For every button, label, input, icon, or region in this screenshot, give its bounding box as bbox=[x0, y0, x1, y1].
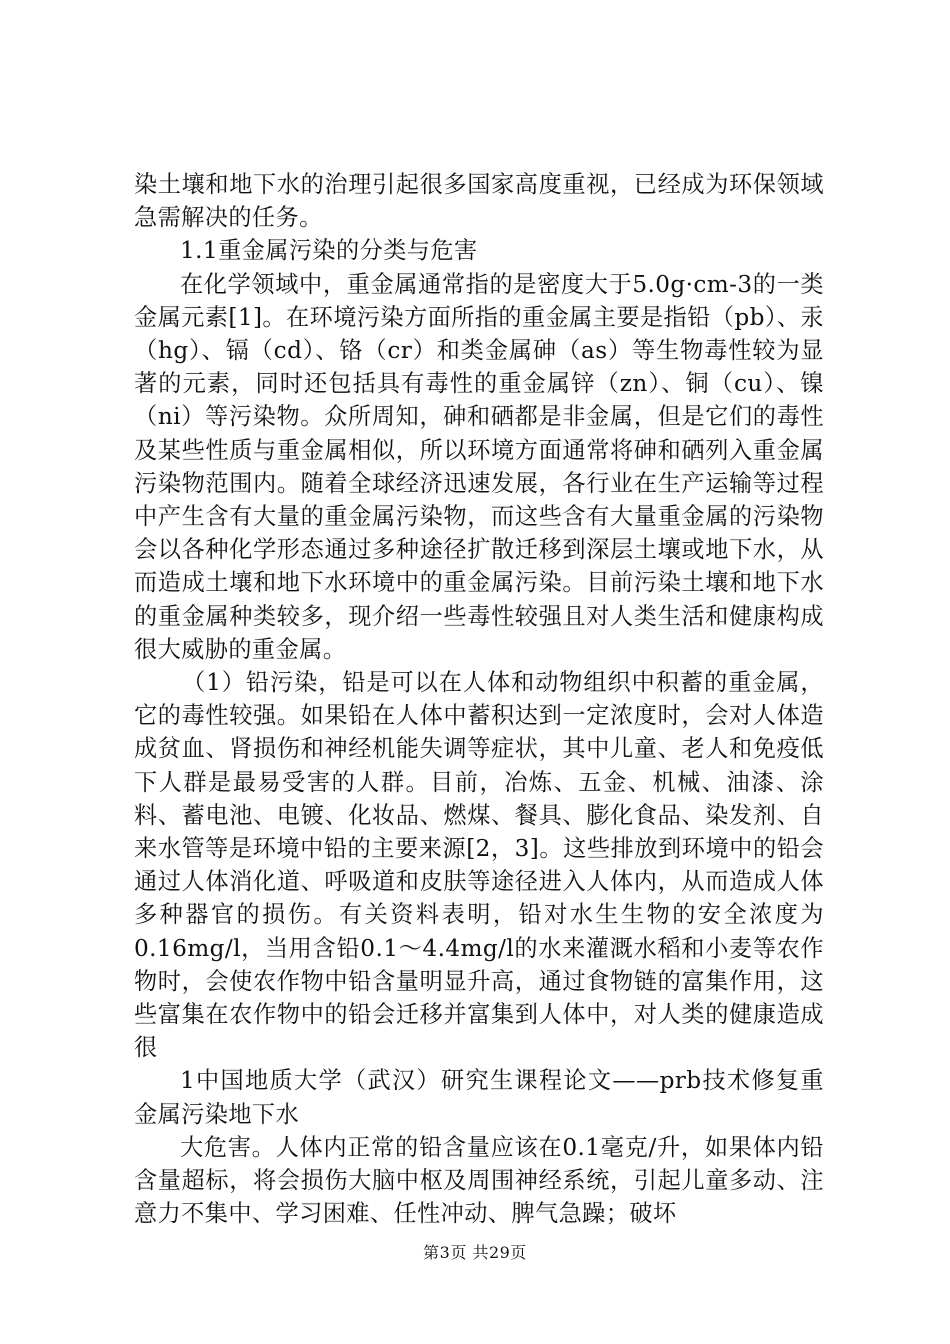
paragraph-lead-harm: 大危害。人体内正常的铅含量应该在0.1毫克/升，如果体内铅含量超标，将会损伤大脑中枢及周围神经系统，引起儿童多动、注意力不集中、学习困难、任性冲动、脾气急躁；破坏 bbox=[134, 1133, 824, 1228]
document-body bbox=[134, 168, 824, 1231]
running-header-note: 1中国地质大学（武汉）研究生课程论文——prb技术修复重金属污染地下水 bbox=[134, 1067, 824, 1128]
section-heading: 1.1重金属污染的分类与危害 bbox=[180, 237, 478, 265]
paragraph-continuation: 染土壤和地下水的治理引起很多国家高度重视，已经成为环保领域急需解决的任务。 bbox=[134, 171, 824, 232]
paragraph-heavy-metal-definition: 在化学领域中，重金属通常指的是密度大于5.0g·cm-3的一类金属元素[1]。在环境污染方面所指的重金属主要是指铅（pb）、汞（hg）、镉（cd）、铬（cr）和类金属砷（as）等生物毒性较为显著的元素，同时还包括具有毒性的重金属锌（zn）、铜（cu）、镍（ni）等污染物。众所周知，砷和硒都是非金属，但是它们的毒性及某些性质与重金属相似，所以环境方面通常将砷和硒列入重金属污染物范围内。随着全球经济迅速发展，各行业在生产运输等过程中产生含有大量的重金属污染物，而这些含有大量重金属的污染物会以各种化学形态通过多种途径扩散迁移到深层土壤或地下水，从而造成土壤和地下水环境中的重金属污染。目前污染土壤和地下水的重金属种类较多，现介绍一些毒性较强且对人类生活和健康构成很大威胁的重金属。 bbox=[134, 270, 824, 663]
paragraph-lead-pollution: （1）铅污染，铅是可以在人体和动物组织中积蓄的重金属，它的毒性较强。如果铅在人体中蓄积达到一定浓度时，会对人体造成贫血、肾损伤和神经机能失调等症状，其中儿童、老人和免疫低下人群是最易受害的人群。目前，冶炼、五金、机械、油漆、涂料、蓄电池、电镀、化妆品、燃煤、餐具、膨化食品、染发剂、自来水管等是环境中铅的主要来源[2，3]。这些排放到环境中的铅会通过人体消化道、呼吸道和皮肤等途径进入人体内，从而造成人体多种器官的损伤。有关资料表明，铅对水生生物的安全浓度为0.16mg/l，当用含铅0.1～4.4mg/l的水来灌溉水稻和小麦等农作物时，会使农作物中铅含量明显升高，通过食物链的富集作用，这些富集在农作物中的铅会迁移并富集到人体中，对人类的健康造成很 bbox=[134, 669, 824, 1062]
page-number-footer: 第3页 共29页 bbox=[423, 1243, 527, 1262]
